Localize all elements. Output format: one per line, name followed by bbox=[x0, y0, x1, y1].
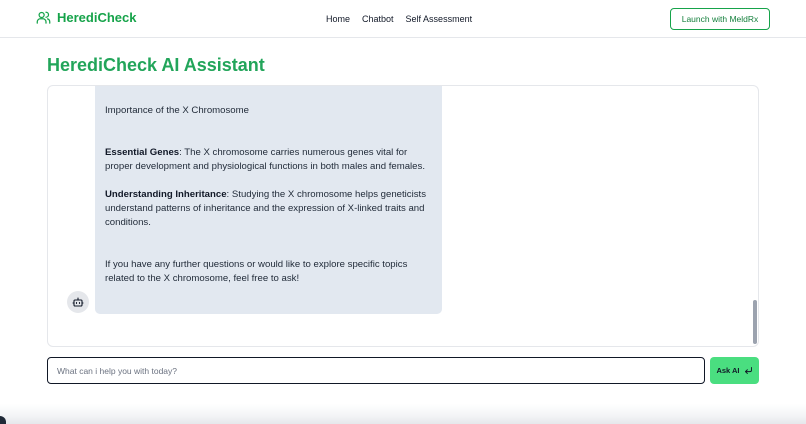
message-item-term: Essential Genes bbox=[105, 147, 180, 158]
brand[interactable] bbox=[36, 10, 136, 25]
nav-home[interactable]: Home bbox=[326, 14, 351, 24]
chat-scrollbar-thumb[interactable] bbox=[753, 300, 757, 344]
chat-panel[interactable] bbox=[47, 85, 759, 347]
users-icon bbox=[36, 10, 51, 25]
assistant-message-bubble bbox=[95, 85, 442, 314]
launch-meldrx-button[interactable]: Launch with MeldRx bbox=[670, 8, 770, 30]
page-title: HerediCheck AI Assistant bbox=[47, 55, 265, 75]
chat-input[interactable] bbox=[47, 357, 705, 384]
message-item-text: : The X chromosome carries numerous genes vital for proper development and physiological functions in both males and females. bbox=[105, 147, 425, 172]
message-item-text: : Studying the X chromosome helps geneticists understand patterns of inheritance and the expression of X-linked traits and conditions. bbox=[105, 189, 426, 228]
message-item-essential-genes bbox=[105, 146, 432, 174]
top-header bbox=[0, 0, 806, 38]
main-nav bbox=[326, 14, 472, 24]
nav-chatbot[interactable]: Chatbot bbox=[362, 14, 394, 24]
message-closing: If you have any further questions or would like to explore specific topics related to the X chromosome, feel free to ask! bbox=[105, 259, 408, 284]
ask-ai-button[interactable] bbox=[710, 357, 759, 384]
page-bottom-shadow bbox=[0, 404, 806, 424]
bot-icon bbox=[72, 296, 84, 308]
brand-name: HerediCheck bbox=[57, 10, 137, 25]
nav-self-assessment[interactable]: Self Assessment bbox=[405, 14, 473, 24]
message-item-term: Understanding Inheritance bbox=[105, 189, 227, 200]
enter-icon bbox=[744, 366, 753, 375]
assistant-avatar bbox=[67, 291, 89, 313]
ask-ai-label: Ask AI bbox=[716, 366, 740, 375]
message-heading: Importance of the X Chromosome bbox=[105, 105, 249, 116]
message-item-understanding-inheritance bbox=[105, 188, 432, 230]
